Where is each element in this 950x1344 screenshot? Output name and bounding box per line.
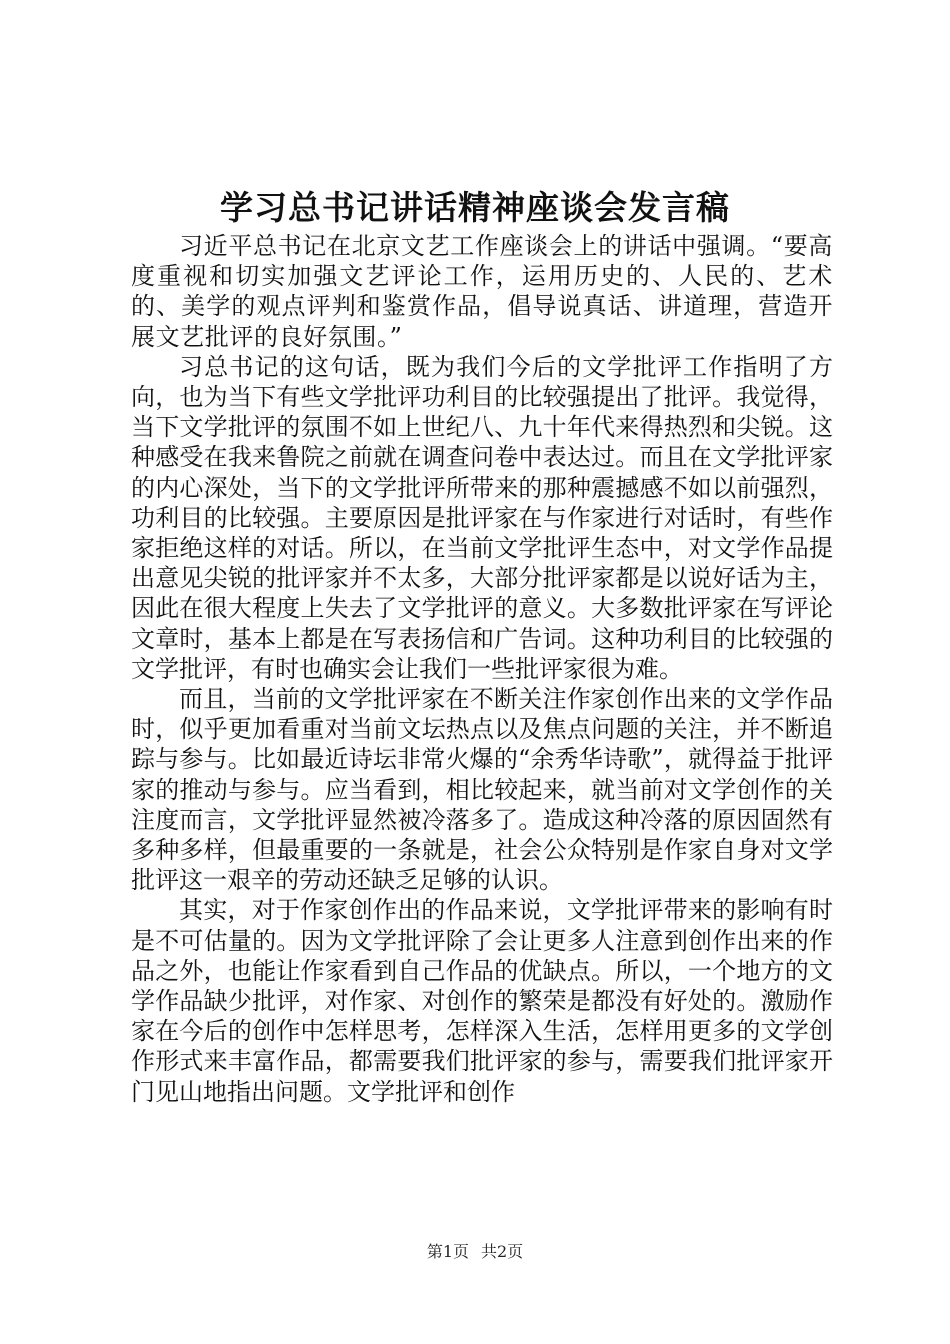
page-footer: [0, 1240, 950, 1264]
page-number: 第1页: [426, 1242, 469, 1261]
document-title: 学习总书记讲话精神座谈会发言稿: [220, 188, 730, 227]
document-body: [131, 231, 833, 1107]
page-total: 共2页: [481, 1242, 524, 1261]
paragraph-1: 习近平总书记在北京文艺工作座谈会上的讲话中强调。“要高度重视和切实加强文艺评论工作，运用历史的、人民的、艺术的、美学的观点评判和鉴赏作品，倡导说真话、讲道理，营造开展文艺批评的良好氛围。”: [131, 232, 833, 351]
paragraph-4: 其实，对于作家创作出的作品来说，文学批评带来的影响有时是不可估量的。因为文学批评除了会让更多人注意到创作出来的作品之外，也能让作家看到自己作品的优缺点。所以，一个地方的文学作品缺少批评，对作家、对创作的繁荣是都没有好处的。激励作家在今后的创作中怎样思考，怎样深入生活，怎样用更多的文学创作形式来丰富作品，都需要我们批评家的参与，需要我们批评家开门见山地指出问题。文学批评和创作: [131, 896, 833, 1106]
paragraph-3: 而且，当前的文学批评家在不断关注作家创作出来的文学作品时，似乎更加看重对当前文坛热点以及焦点问题的关注，并不断追踪与参与。比如最近诗坛非常火爆的“余秀华诗歌”，就得益于批评家的推动与参与。应当看到，相比较起来，就当前对文学创作的关注度而言，文学批评显然被冷落多了。造成这种冷落的原因固然有多种多样，但最重要的一条就是，社会公众特别是作家自身对文学批评这一艰辛的劳动还缺乏足够的认识。: [131, 685, 833, 895]
paragraph-2: 习总书记的这句话，既为我们今后的文学批评工作指明了方向，也为当下有些文学批评功利目的比较强提出了批评。我觉得，当下文学批评的氛围不如上世纪八、九十年代来得热烈和尖锐。这种感受在我来鲁院之前就在调查问卷中表达过。而且在文学批评家的内心深处，当下的文学批评所带来的那种震撼感不如以前强烈，功利目的比较强。主要原因是批评家在与作家进行对话时，有些作家拒绝这样的对话。所以，在当前文学批评生态中，对文学作品提出意见尖锐的批评家并不太多，大部分批评家都是以说好话为主，因此在很大程度上失去了文学批评的意义。大多数批评家在写评论文章时，基本上都是在写表扬信和广告词。这种功利目的比较强的文学批评，有时也确实会让我们一些批评家很为难。: [131, 352, 833, 683]
